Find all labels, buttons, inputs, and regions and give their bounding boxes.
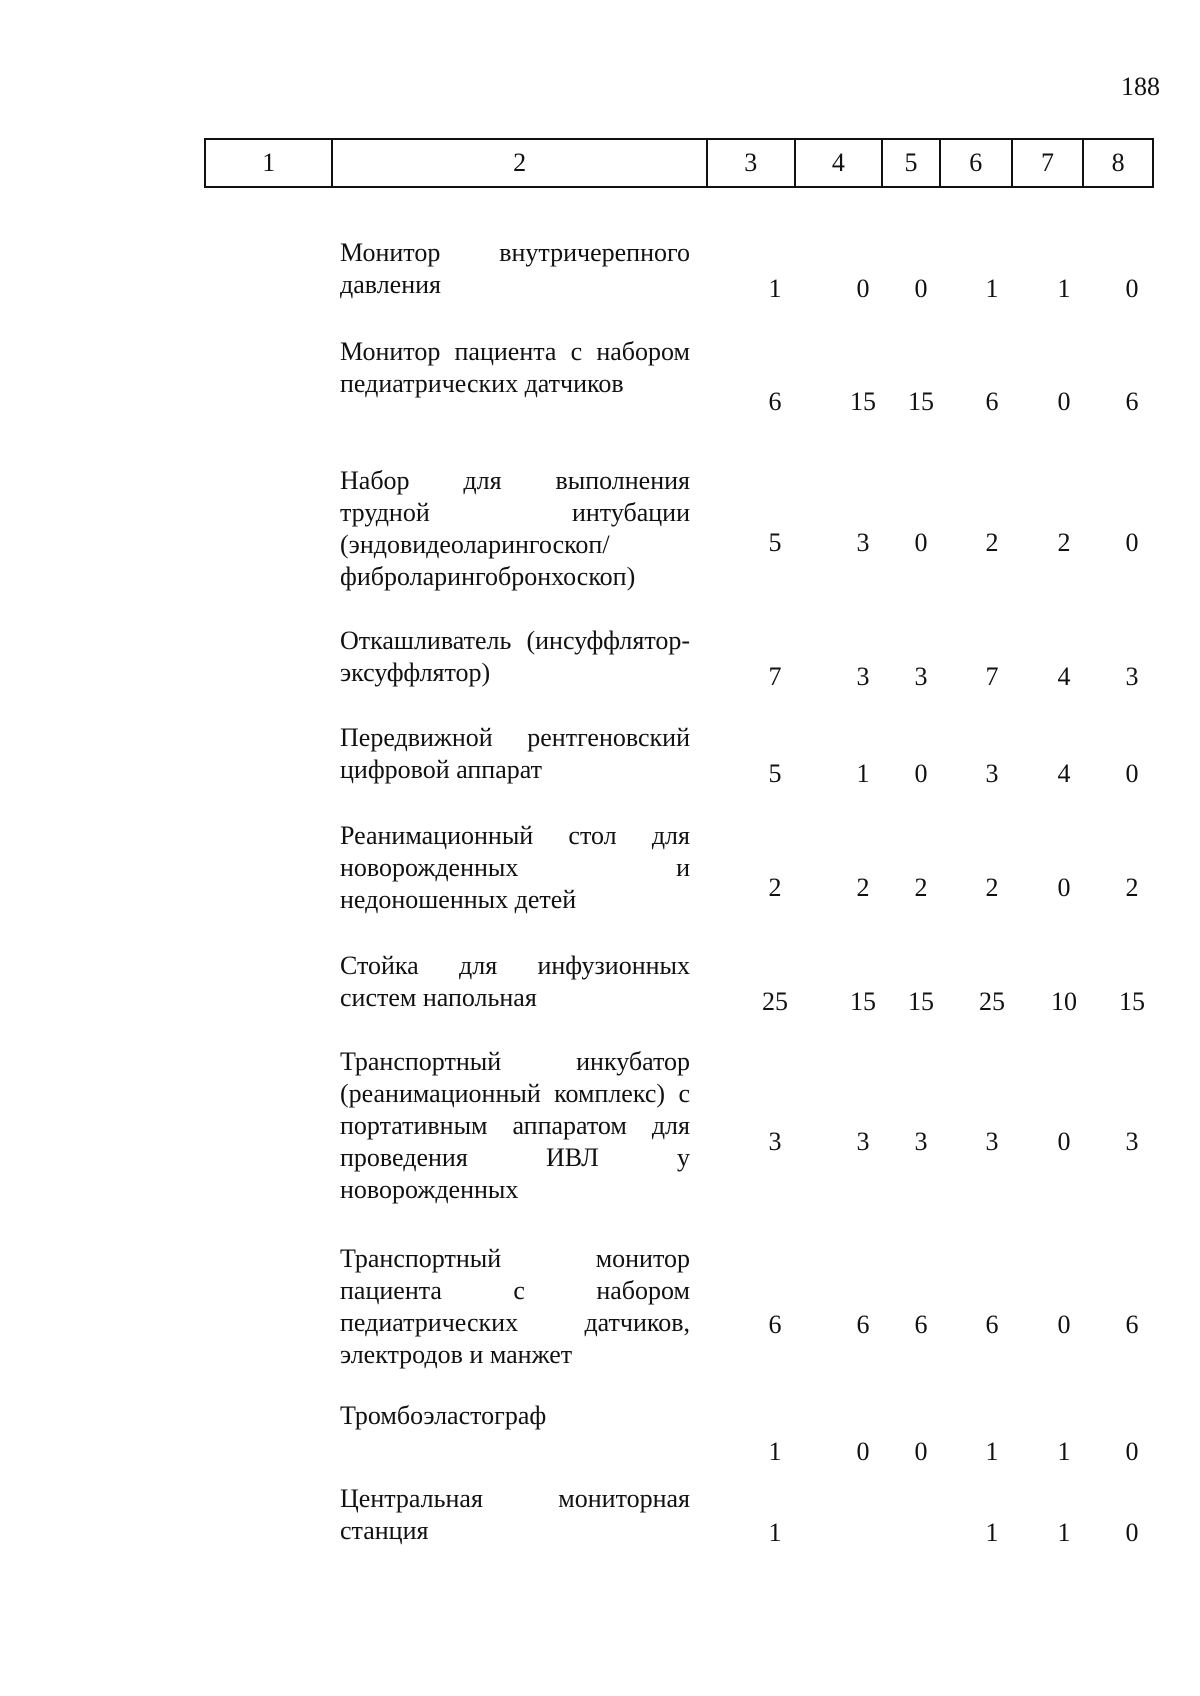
column-header-4: 4 bbox=[796, 140, 884, 186]
value-col-3: 1 bbox=[768, 1518, 782, 1547]
value-col-8: 0 bbox=[1125, 759, 1139, 788]
value-col-3: 5 bbox=[768, 759, 782, 788]
value-col-3: 6 bbox=[768, 1310, 782, 1339]
value-col-7: 4 bbox=[1057, 662, 1071, 691]
value-col-5: 3 bbox=[914, 662, 928, 691]
value-col-8: 15 bbox=[1119, 987, 1145, 1016]
value-col-8: 0 bbox=[1125, 1437, 1139, 1466]
value-col-3: 25 bbox=[762, 987, 788, 1016]
value-col-7: 1 bbox=[1057, 1437, 1071, 1466]
value-col-6: 1 bbox=[985, 274, 999, 303]
column-header-3: 3 bbox=[708, 140, 796, 186]
column-header-7: 7 bbox=[1013, 140, 1085, 186]
value-col-4: 2 bbox=[856, 873, 870, 902]
value-col-4: 1 bbox=[856, 759, 870, 788]
value-col-5: 2 bbox=[914, 873, 928, 902]
value-col-8: 6 bbox=[1125, 1310, 1139, 1339]
equipment-name: Тромбоэластограф bbox=[340, 1401, 547, 1430]
value-col-4: 6 bbox=[856, 1310, 870, 1339]
value-col-7: 1 bbox=[1057, 274, 1071, 303]
value-col-6: 7 bbox=[985, 662, 999, 691]
value-col-8: 0 bbox=[1125, 274, 1139, 303]
value-col-8: 3 bbox=[1125, 662, 1139, 691]
value-col-7: 10 bbox=[1051, 987, 1077, 1016]
value-col-6: 6 bbox=[985, 387, 999, 416]
equipment-name: Стойка для инфузионных систем напольная bbox=[340, 951, 690, 1012]
equipment-name: Транспортный монитор пациента с набором педиатрических датчиков, электродов и манжет bbox=[340, 1244, 690, 1369]
value-col-4: 3 bbox=[856, 528, 870, 557]
value-col-3: 7 bbox=[768, 662, 782, 691]
value-col-5: 3 bbox=[914, 1127, 928, 1156]
equipment-name: Откашливатель (инсуффлятор-эксуффлятор) bbox=[340, 626, 690, 687]
value-col-6: 3 bbox=[985, 1127, 999, 1156]
value-col-5: 0 bbox=[914, 274, 928, 303]
equipment-name: Центральная мониторная станция bbox=[340, 1484, 690, 1545]
value-col-7: 0 bbox=[1057, 1127, 1071, 1156]
column-header-2: 2 bbox=[333, 140, 707, 186]
value-col-7: 2 bbox=[1057, 528, 1071, 557]
value-col-8: 6 bbox=[1125, 387, 1139, 416]
value-col-5: 15 bbox=[908, 987, 934, 1016]
equipment-name: Монитор внутричерепного давления bbox=[340, 238, 690, 299]
equipment-name: Передвижной рентгеновский цифровой аппарат bbox=[340, 723, 690, 784]
value-col-4: 15 bbox=[850, 387, 876, 416]
column-header-1: 1 bbox=[206, 140, 333, 186]
value-col-4: 15 bbox=[850, 987, 876, 1016]
value-col-4: 3 bbox=[856, 662, 870, 691]
value-col-8: 3 bbox=[1125, 1127, 1139, 1156]
value-col-6: 6 bbox=[985, 1310, 999, 1339]
value-col-8: 2 bbox=[1125, 873, 1139, 902]
value-col-6: 1 bbox=[985, 1518, 999, 1547]
value-col-6: 3 bbox=[985, 759, 999, 788]
value-col-8: 0 bbox=[1125, 528, 1139, 557]
value-col-3: 1 bbox=[768, 1437, 782, 1466]
equipment-name: Монитор пациента с набором педиатрических датчиков bbox=[340, 337, 690, 398]
page-number: 188 bbox=[1121, 72, 1160, 101]
value-col-7: 1 bbox=[1057, 1518, 1071, 1547]
value-col-4: 0 bbox=[856, 1437, 870, 1466]
value-col-5: 0 bbox=[914, 759, 928, 788]
value-col-6: 25 bbox=[979, 987, 1005, 1016]
value-col-7: 0 bbox=[1057, 873, 1071, 902]
value-col-4: 0 bbox=[856, 274, 870, 303]
value-col-3: 2 bbox=[768, 873, 782, 902]
value-col-4: 3 bbox=[856, 1127, 870, 1156]
value-col-8: 0 bbox=[1125, 1518, 1139, 1547]
value-col-3: 6 bbox=[768, 387, 782, 416]
value-col-3: 1 bbox=[768, 274, 782, 303]
column-header-8: 8 bbox=[1111, 148, 1125, 177]
value-col-6: 2 bbox=[985, 873, 999, 902]
value-col-5: 6 bbox=[914, 1310, 928, 1339]
column-header-5: 5 bbox=[883, 140, 941, 186]
value-col-7: 0 bbox=[1057, 387, 1071, 416]
equipment-name: Набор для выполнения трудной интубации (эндовидеоларингоскоп/фиброларингобронхоскоп) bbox=[340, 466, 690, 591]
value-col-6: 2 bbox=[985, 528, 999, 557]
value-col-3: 3 bbox=[768, 1127, 782, 1156]
value-col-3: 5 bbox=[768, 528, 782, 557]
value-col-5: 0 bbox=[914, 528, 928, 557]
value-col-6: 1 bbox=[985, 1437, 999, 1466]
value-col-5: 15 bbox=[908, 387, 934, 416]
value-col-7: 4 bbox=[1057, 759, 1071, 788]
value-col-5: 0 bbox=[914, 1437, 928, 1466]
equipment-name: Транспортный инкубатор (реанимационный комплекс) с портативным аппаратом для проведения ИВЛ у новорожденных bbox=[340, 1047, 690, 1204]
equipment-name: Реанимационный стол для новорожденных и недоношенных детей bbox=[340, 821, 690, 914]
value-col-7: 0 bbox=[1057, 1310, 1071, 1339]
column-header-6: 6 bbox=[941, 140, 1013, 186]
